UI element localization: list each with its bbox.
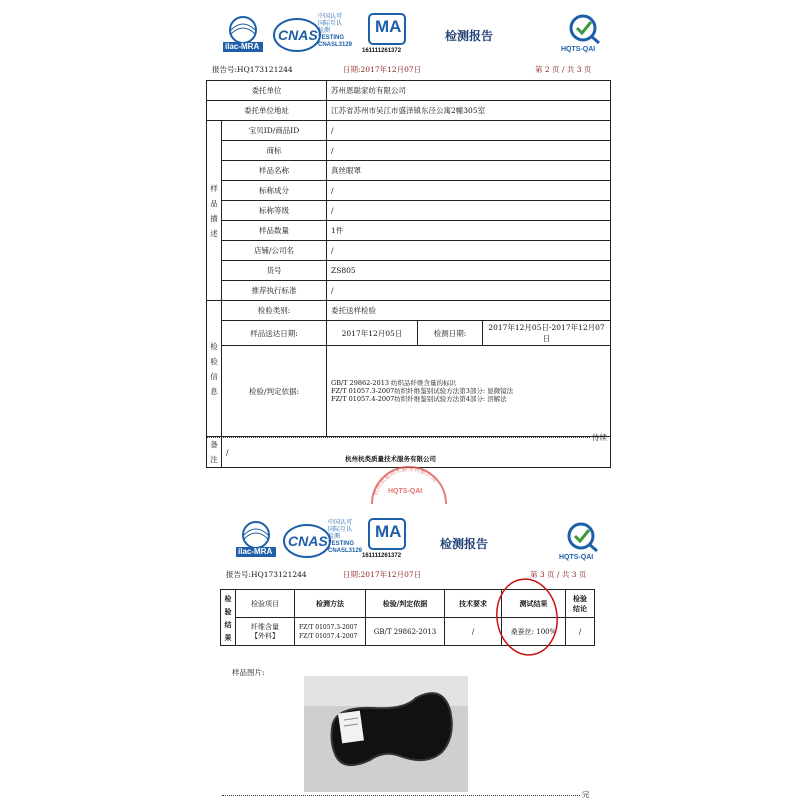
report-number: 报告号:HQ173121244 [212,65,293,74]
row-value: / [327,181,611,201]
ma-logo: MA 161111261372 [365,12,410,56]
divider [222,795,580,796]
continued-label: 待续 [592,433,607,442]
table-row [207,346,611,437]
table-row [207,81,611,101]
highlight-circle [494,576,560,658]
report-date: 日期:2017年12月07日 [343,570,422,579]
cnas-logo: CNAS [272,15,322,55]
ma-logo: MA 161111261372 [365,517,410,561]
divider [206,437,590,438]
table-row [207,181,611,201]
row-label: 委托单位 [207,81,327,101]
inspection-date: 2017年12月05日-2017年12月07日 [483,321,611,346]
row-label: 检测日期: [418,321,483,346]
table-row [207,261,611,281]
row-label: 店铺/公司名 [222,241,327,261]
header-item: 检验项目 [236,590,295,618]
ilac-logo: ilac-MRA [221,12,265,56]
row-label: 标称成分 [222,181,327,201]
end-label: 完 [582,790,590,799]
requirement-cell: / [445,618,502,646]
conclusion-cell: / [566,618,595,646]
cnas-text: 中国认可 国际互认 检测 TESTING CNASL3129 [318,14,353,48]
row-label: 货号 [222,261,327,281]
row-value: / [327,141,611,161]
sample-arrival-date: 2017年12月05日 [327,321,418,346]
page-indicator: 第 2 页 / 共 3 页 [535,65,592,74]
report-title: 检测报告 [440,537,489,551]
inspect-type: 委托送样检验 [327,301,611,321]
table-row [207,121,611,141]
table-row [207,161,611,181]
company-name: 杭州杭类质量技术服务有限公司 [345,455,436,463]
report-date: 日期:2017年12月07日 [343,65,422,74]
sample-photo [304,676,468,792]
header-conclusion: 检验结论 [566,590,595,618]
header-method: 检测方法 [295,590,366,618]
sample-side-label: 样 品 描 述 [207,121,222,301]
report-table-page2 [206,80,611,468]
sample-photo-label: 样品图片: [232,668,265,677]
remark-side-label: 备 注 [207,437,222,468]
row-label: 商标 [222,141,327,161]
method-cell: FZ/T 01057.3-2007 FZ/T 01057.4-2007 [295,618,366,646]
header-requirement: 技术要求 [445,590,502,618]
table-row [207,221,611,241]
remark-value: / [222,437,611,468]
row-label: 检验类别: [222,301,327,321]
ilac-logo: ilac-MRA [234,517,278,561]
row-value: / [327,201,611,221]
row-value: / [327,241,611,261]
header-basis: 检验/判定依据 [366,590,445,618]
row-label: 检验/判定依据: [222,346,327,437]
table-row [207,321,611,346]
result-cell: 桑蚕丝: 100% [502,618,566,646]
row-value: / [327,281,611,301]
row-value: ZS805 [327,261,611,281]
row-label: 推荐执行标准 [222,281,327,301]
row-label: 标称等级 [222,201,327,221]
row-label: 宝贝ID/商品ID [222,121,327,141]
client-address: 江苏省苏州市吴江市盛泽镇东泾公寓2幢305室 [327,101,611,121]
table-row [207,101,611,121]
table-row [207,201,611,221]
table-row [207,241,611,261]
hqts-logo: HQTS-QAI [555,12,615,58]
table-row [207,301,611,321]
row-value: 1件 [327,221,611,241]
cnas-text: 中国认可 国际互认 检测 TESTING CNASL3129 [328,520,363,554]
item-cell: 纤维含量 【外料】 [236,618,295,646]
svg-text:杭州质量技术服务有限公司: 杭州质量技术服务有限公司 [372,466,438,497]
result-side-label: 检 验 结 果 [221,590,236,646]
report-number: 报告号:HQ173121244 [226,570,307,579]
row-value: 真丝眼罩 [327,161,611,181]
row-label: 样品名称 [222,161,327,181]
header-result: 测试结果 [502,590,566,618]
report-title: 检测报告 [445,29,494,43]
client-name: 苏州恩聪家纺有限公司 [327,81,611,101]
basis-cell: GB/T 29862-2013 [366,618,445,646]
hqts-logo: HQTS-QAI [553,520,613,566]
row-label: 样品送达日期: [222,321,327,346]
page-indicator: 第 3 页 / 共 3 页 [530,570,587,579]
cnas-logo: CNAS [282,521,332,561]
row-label: 样品数量 [222,221,327,241]
basis-list: GB/T 29862-2013 纺织品纤维含量的标识 FZ/T 01057.3-2007纺织纤维鉴别试验方法第3部分: 显微镜法 FZ/T 01057.4-2007纺织纤维鉴别试验方法第4部分: 溶解法 [327,346,611,437]
table-row [207,141,611,161]
row-value: / [327,121,611,141]
row-label: 委托单位地址 [207,101,327,121]
company-stamp: 杭州质量技术服务有限公司 HQTS-QAI [368,466,450,504]
inspect-side-label: 检 验 信 息 [207,301,222,437]
table-row [207,281,611,301]
